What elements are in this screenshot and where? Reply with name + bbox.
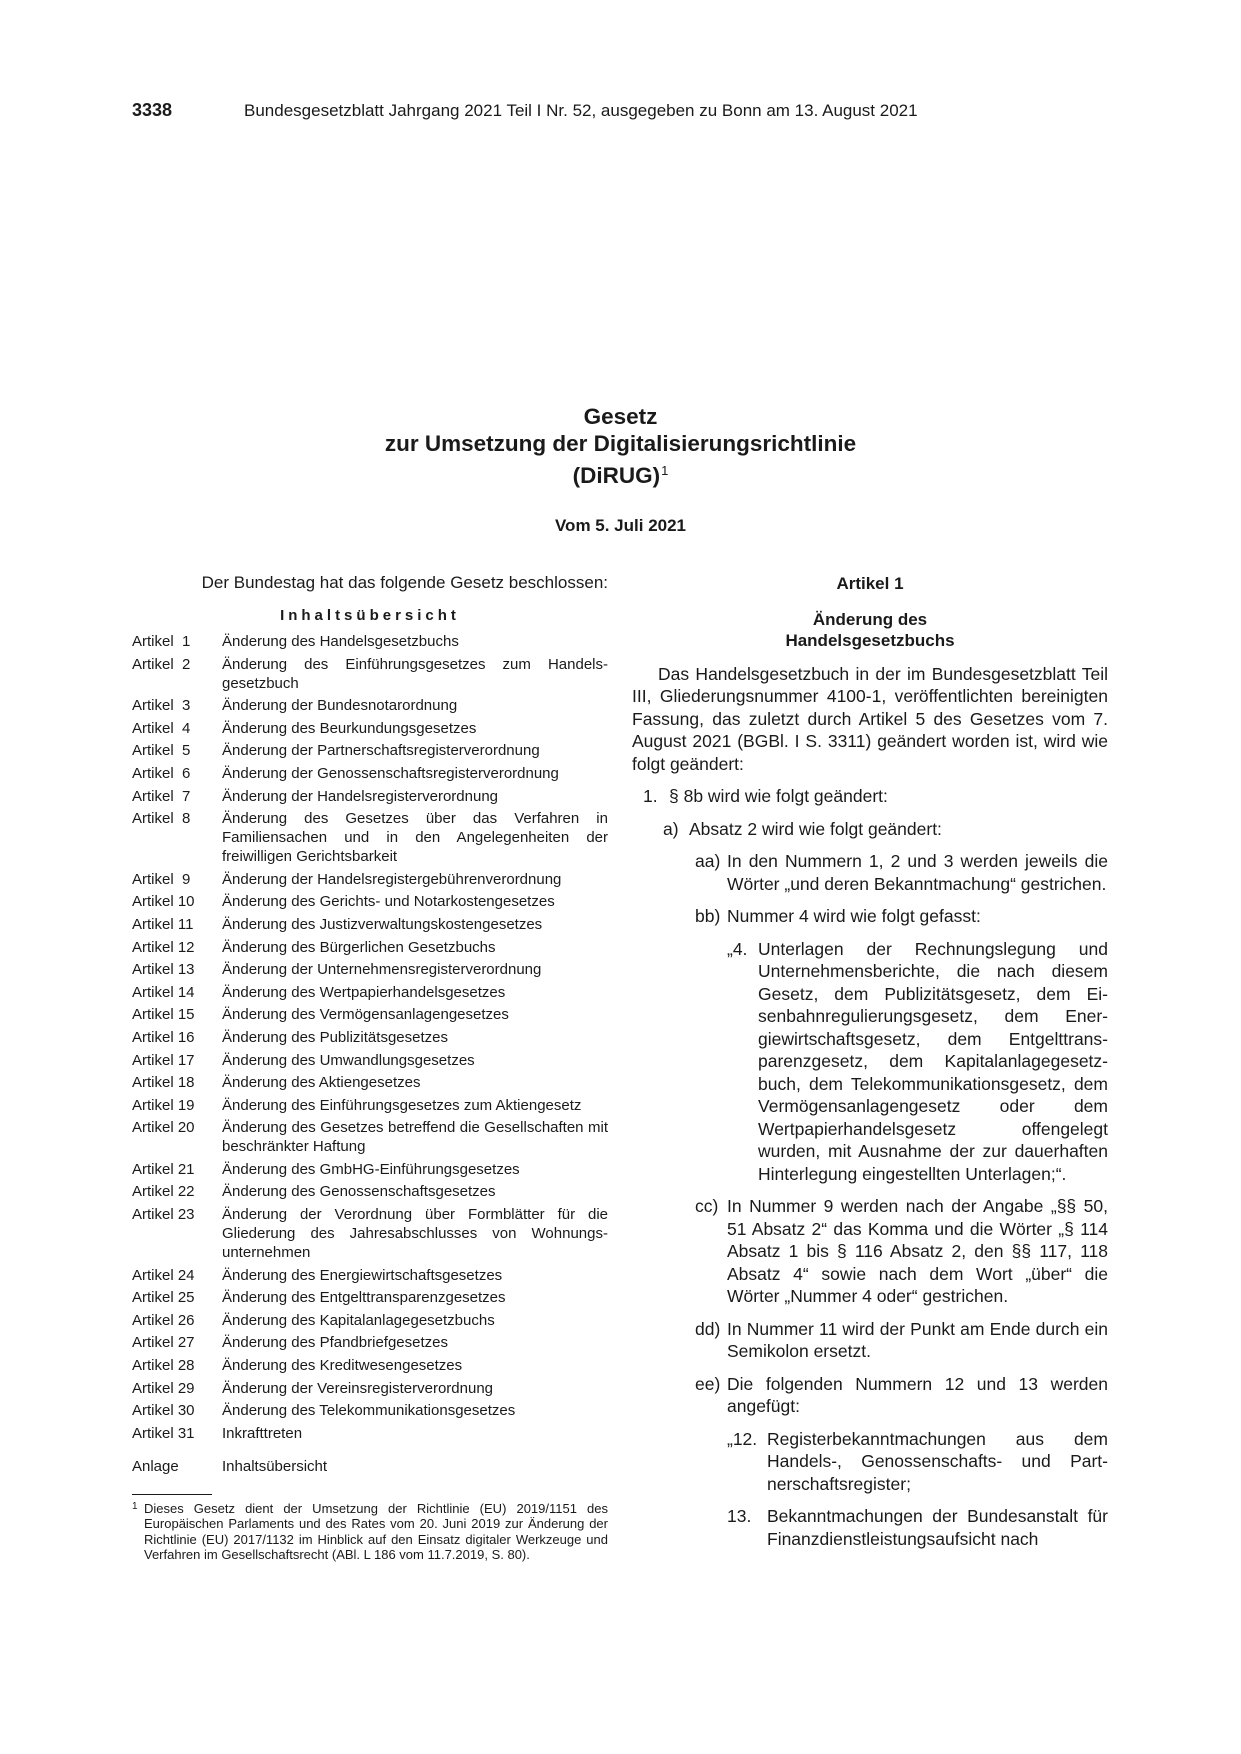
item-text: Unterlagen der Rechnungslegung und Unternehmensberichte, die nach diesem Gesetz, dem Publizitätsgesetz, dem Eisenbahnregulierungsgesetz, dem Energiewirtschaftsgesetz, dem Entgelttransparenzgesetz, dem Kapitalanlagegesetzbuch, dem Telekommunikationsgesetz, dem Vermögensanlagengesetz oder dem Wertpapierhandelsgesetz offengelegt wurden, mit Ausnahme der zur dauerhaften Hinterlegung eingestellten Unterlagen;“. [758, 938, 1108, 1184]
toc-article-title: Änderung des Entgelttransparenzgesetzes [222, 1289, 506, 1307]
law-date: Vom 5. Juli 2021 [554, 516, 687, 535]
toc-article-title: Änderung des Vermögensanlagengesetzes [222, 1006, 509, 1024]
toc-article-number: Artikel 20 [132, 1119, 195, 1137]
toc-row [132, 960, 608, 979]
toc-row [132, 870, 608, 889]
toc-row [132, 1096, 608, 1115]
toc-article-title: Änderung des Pfandbriefgesetzes [222, 1334, 448, 1352]
toc-article-title: Änderung der Partnerschaftsregisterverordnung [222, 742, 540, 760]
toc-article-title: Änderung des Justizverwaltungskostengesetzes [222, 915, 543, 933]
footnote-divider [132, 1494, 212, 1495]
header-text: Bundesgesetzblatt Jahrgang 2021 Teil I Nr. 52, ausgegeben zu Bonn am 13. August 2021 [244, 101, 918, 120]
item-text: Die folgenden Nummern 12 und 13 werden angefügt: [727, 1373, 1108, 1416]
right-column [632, 573, 1108, 1550]
toc-row [132, 696, 608, 715]
toc-article-number: Artikel 27 [132, 1334, 195, 1352]
toc-row [132, 632, 608, 651]
toc-row [132, 1160, 608, 1179]
toc-article-number: Artikel 19 [132, 1096, 195, 1114]
toc-article-number: Artikel 17 [132, 1051, 195, 1069]
toc-article-number: Artikel 24 [132, 1266, 195, 1284]
toc-row [132, 787, 608, 806]
toc-row [132, 1205, 608, 1262]
toc-article-number: Artikel 31 [132, 1424, 195, 1442]
toc-annex-row [132, 1457, 608, 1476]
toc-row [132, 938, 608, 957]
toc-article-title: Änderung der Handelsregistergebührenverordnung [222, 870, 562, 888]
toc-article-number: Artikel 10 [132, 893, 195, 911]
enactment-clause: Der Bundestag hat das folgende Gesetz beschlossen: [201, 573, 608, 592]
toc-article-title: Änderung der Verordnung über Formblätter für die Gliederung des Jahresabschlusses von Wohnungsunternehmen [222, 1206, 608, 1262]
amendment-item-1 [632, 785, 1108, 808]
toc-article-title: Änderung des Umwandlungsgesetzes [222, 1051, 475, 1069]
toc-row [132, 915, 608, 934]
toc-row [132, 1379, 608, 1398]
toc-row [132, 1051, 608, 1070]
toc-article-title: Änderung des Genossenschaftsgesetzes [222, 1183, 496, 1201]
toc-article-number: Artikel 5 [132, 742, 191, 760]
toc-row [132, 1333, 608, 1352]
item-label: „4. [727, 938, 748, 959]
toc-article-number: Artikel 2 [132, 655, 191, 673]
footnote-mark: 1 [132, 1500, 138, 1512]
toc-row [132, 741, 608, 760]
left-column [132, 573, 608, 1563]
toc-article-title: Änderung des Kapitalanlagegesetzbuchs [222, 1311, 495, 1329]
toc-article-number: Anlage [132, 1457, 179, 1475]
toc-article-number: Artikel 16 [132, 1028, 195, 1046]
title-line-2: zur Umsetzung der Digitalisierungsrichtlinie [384, 431, 857, 456]
item-label: ee) [695, 1373, 721, 1394]
amendment-item-aa [632, 850, 1108, 895]
footnote-reference: 1 [661, 463, 669, 478]
toc-row [132, 764, 608, 783]
toc-heading: Inhaltsübersicht [280, 607, 460, 624]
toc-row [132, 1005, 608, 1024]
toc-article-title: Änderung der Genossenschaftsregisterverordnung [222, 764, 559, 782]
table-of-contents [132, 632, 608, 1476]
quoted-number-13 [632, 1505, 1108, 1550]
toc-article-title: Änderung des Kreditwesengesetzes [222, 1357, 463, 1375]
toc-article-number: Artikel 25 [132, 1289, 195, 1307]
footnote-text: Dieses Gesetz dient der Umsetzung der Richtlinie (EU) 2019/1151 des Europäischen Parlaments und des Rates vom 20. Juni 2019 zur Änderung der Richtlinie (EU) 2017/1132 im Hinblick auf den Einsatz digitaler Werkzeuge und Verfahren im Gesellschaftsrecht (ABl. L 186 vom 11.7.2019, S. 80). [144, 1500, 608, 1563]
toc-row [132, 1311, 608, 1330]
item-text: Bekanntmachungen der Bundesanstalt für Finanzdienstleistungsaufsicht nach [767, 1506, 1108, 1549]
quoted-number-12 [632, 1428, 1108, 1496]
toc-article-number: Artikel 23 [132, 1206, 195, 1224]
toc-row [132, 1028, 608, 1047]
article-heading: Artikel 1 [836, 574, 904, 593]
toc-article-title: Änderung des Aktiengesetzes [222, 1074, 421, 1092]
toc-row [132, 1356, 608, 1375]
amendment-item-bb [632, 905, 1108, 928]
item-label: cc) [695, 1196, 719, 1216]
toc-article-number: Artikel 3 [132, 697, 191, 715]
item-text: Registerbekanntmachungen aus dem Handels-, Genossenschafts- und Partnerschaftsregister; [767, 1428, 1108, 1494]
toc-article-number: Artikel 21 [132, 1160, 195, 1178]
toc-article-number: Artikel 8 [132, 810, 191, 828]
item-label: aa) [695, 851, 721, 871]
toc-article-number: Artikel 22 [132, 1183, 195, 1201]
toc-row [132, 655, 608, 693]
toc-article-number: Artikel 7 [132, 787, 191, 805]
toc-row [132, 892, 608, 911]
toc-row [132, 1266, 608, 1285]
toc-article-number: Artikel 6 [132, 764, 191, 782]
title-line-1: Gesetz [583, 404, 658, 429]
toc-article-number: Artikel 12 [132, 938, 195, 956]
article-subtitle-line-2: Handelsgesetzbuchs [785, 631, 955, 650]
page-number: 3338 [132, 100, 173, 120]
item-label: a) [663, 818, 679, 839]
article-subtitle-line-1: Änderung des [812, 609, 928, 629]
title-abbreviation: (DiRUG) [572, 463, 661, 488]
toc-article-number: Artikel 14 [132, 983, 195, 1001]
amendment-item-ee [632, 1373, 1108, 1418]
toc-article-title: Änderung des Telekommunikationsgesetzes [222, 1402, 516, 1420]
item-label: bb) [695, 906, 721, 926]
toc-article-title: Änderung des Handelsgesetzbuchs [222, 633, 459, 650]
toc-article-number: Artikel 28 [132, 1357, 195, 1375]
toc-article-title: Inkrafttreten [222, 1424, 303, 1442]
footnote [132, 1501, 608, 1563]
toc-article-number: Artikel 26 [132, 1311, 195, 1329]
item-label: 1. [643, 786, 658, 806]
toc-article-title: Änderung der Vereinsregisterverordnung [222, 1379, 494, 1397]
law-title-block [0, 403, 1241, 536]
toc-article-number: Artikel 18 [132, 1074, 195, 1092]
quoted-number-4 [632, 938, 1108, 1186]
toc-article-title: Änderung der Handelsregisterverordnung [222, 787, 499, 805]
item-label: 13. [727, 1506, 752, 1526]
toc-row [132, 1073, 608, 1092]
item-label: „12. [727, 1428, 758, 1449]
item-text: In Nummer 11 wird der Punkt am Ende durch ein Semikolon ersetzt. [727, 1318, 1108, 1361]
toc-article-number: Artikel 11 [132, 915, 194, 933]
item-text: Nummer 4 wird wie folgt gefasst: [727, 906, 981, 926]
amendment-item-dd [632, 1318, 1108, 1363]
toc-article-title: Änderung des GmbHG-Einführungsgesetzes [222, 1160, 520, 1178]
toc-row [132, 1182, 608, 1201]
item-text: In den Nummern 1, 2 und 3 werden jeweils die Wörter „und deren Bekanntmachung“ gestrichen. [727, 851, 1108, 894]
toc-article-number: Artikel 13 [132, 961, 195, 979]
toc-row [132, 1288, 608, 1307]
toc-article-title: Änderung des Publizitätsgesetzes [222, 1028, 448, 1046]
toc-article-number: Artikel 29 [132, 1379, 195, 1397]
toc-article-title: Änderung der Unternehmensregisterverordnung [222, 961, 542, 979]
toc-row [132, 1118, 608, 1156]
amendment-item-cc [632, 1195, 1108, 1308]
article-subtitle [632, 609, 1108, 652]
toc-article-number: Artikel 1 [132, 633, 191, 650]
toc-article-title: Änderung des Wertpapierhandelsgesetzes [222, 983, 506, 1001]
article-intro-paragraph: Das Handelsgesetzbuch in der im Bundesgesetzblatt Teil III, Gliederungsnummer 4100-1, veröffentlichten bereinigten Fassung, das zuletzt durch Artikel 5 des Gesetzes vom 7. August 2021 (BGBl. I S. 3311) geändert worden ist, wird wie folgt geändert: [632, 663, 1108, 774]
toc-article-title: Änderung des Einführungsgesetzes zum Handelsgesetzbuch [222, 655, 608, 692]
item-text: Absatz 2 wird wie folgt geändert: [689, 818, 942, 839]
toc-article-title: Änderung des Bürgerlichen Gesetzbuchs [222, 938, 496, 956]
toc-row [132, 1424, 608, 1443]
toc-article-title: Änderung des Gesetzes über das Verfahren in Familiensachen und in den Angelegenheiten der freiwilligen Gerichtsbarkeit [222, 810, 608, 866]
toc-row [132, 983, 608, 1002]
item-text: § 8b wird wie folgt geändert: [669, 786, 888, 806]
toc-article-number: Artikel 15 [132, 1006, 195, 1024]
toc-article-title: Änderung des Beurkundungsgesetzes [222, 719, 477, 737]
toc-article-title: Änderung des Einführungsgesetzes zum Aktiengesetz [222, 1096, 582, 1114]
item-label: dd) [695, 1318, 721, 1339]
toc-article-title: Inhaltsübersicht [222, 1457, 328, 1475]
amendment-item-a [632, 818, 1108, 841]
toc-article-number: Artikel 30 [132, 1402, 195, 1420]
toc-article-title: Änderung der Bundesnotarordnung [222, 697, 458, 715]
title-line-3 [0, 457, 1241, 489]
toc-row [132, 719, 608, 738]
toc-row [132, 809, 608, 866]
toc-article-number: Artikel 4 [132, 719, 191, 737]
toc-article-title: Änderung des Gerichts- und Notarkostengesetzes [222, 893, 555, 911]
toc-article-number: Artikel 9 [132, 870, 191, 888]
toc-article-title: Änderung des Gesetzes betreffend die Gesellschaften mit beschränkter Haftung [222, 1119, 608, 1156]
item-text: In Nummer 9 werden nach der Angabe „§§ 50, 51 Absatz 2“ das Komma und die Wörter „§ 114 Absatz 1 bis § 116 Absatz 2, den §§ 117, 118 Absatz 4“ sowie nach dem Wort „über“ die Wörter „Nummer 4 oder“ gestrichen. [727, 1196, 1108, 1306]
toc-article-title: Änderung des Energiewirtschaftsgesetzes [222, 1266, 503, 1284]
toc-row [132, 1401, 608, 1420]
